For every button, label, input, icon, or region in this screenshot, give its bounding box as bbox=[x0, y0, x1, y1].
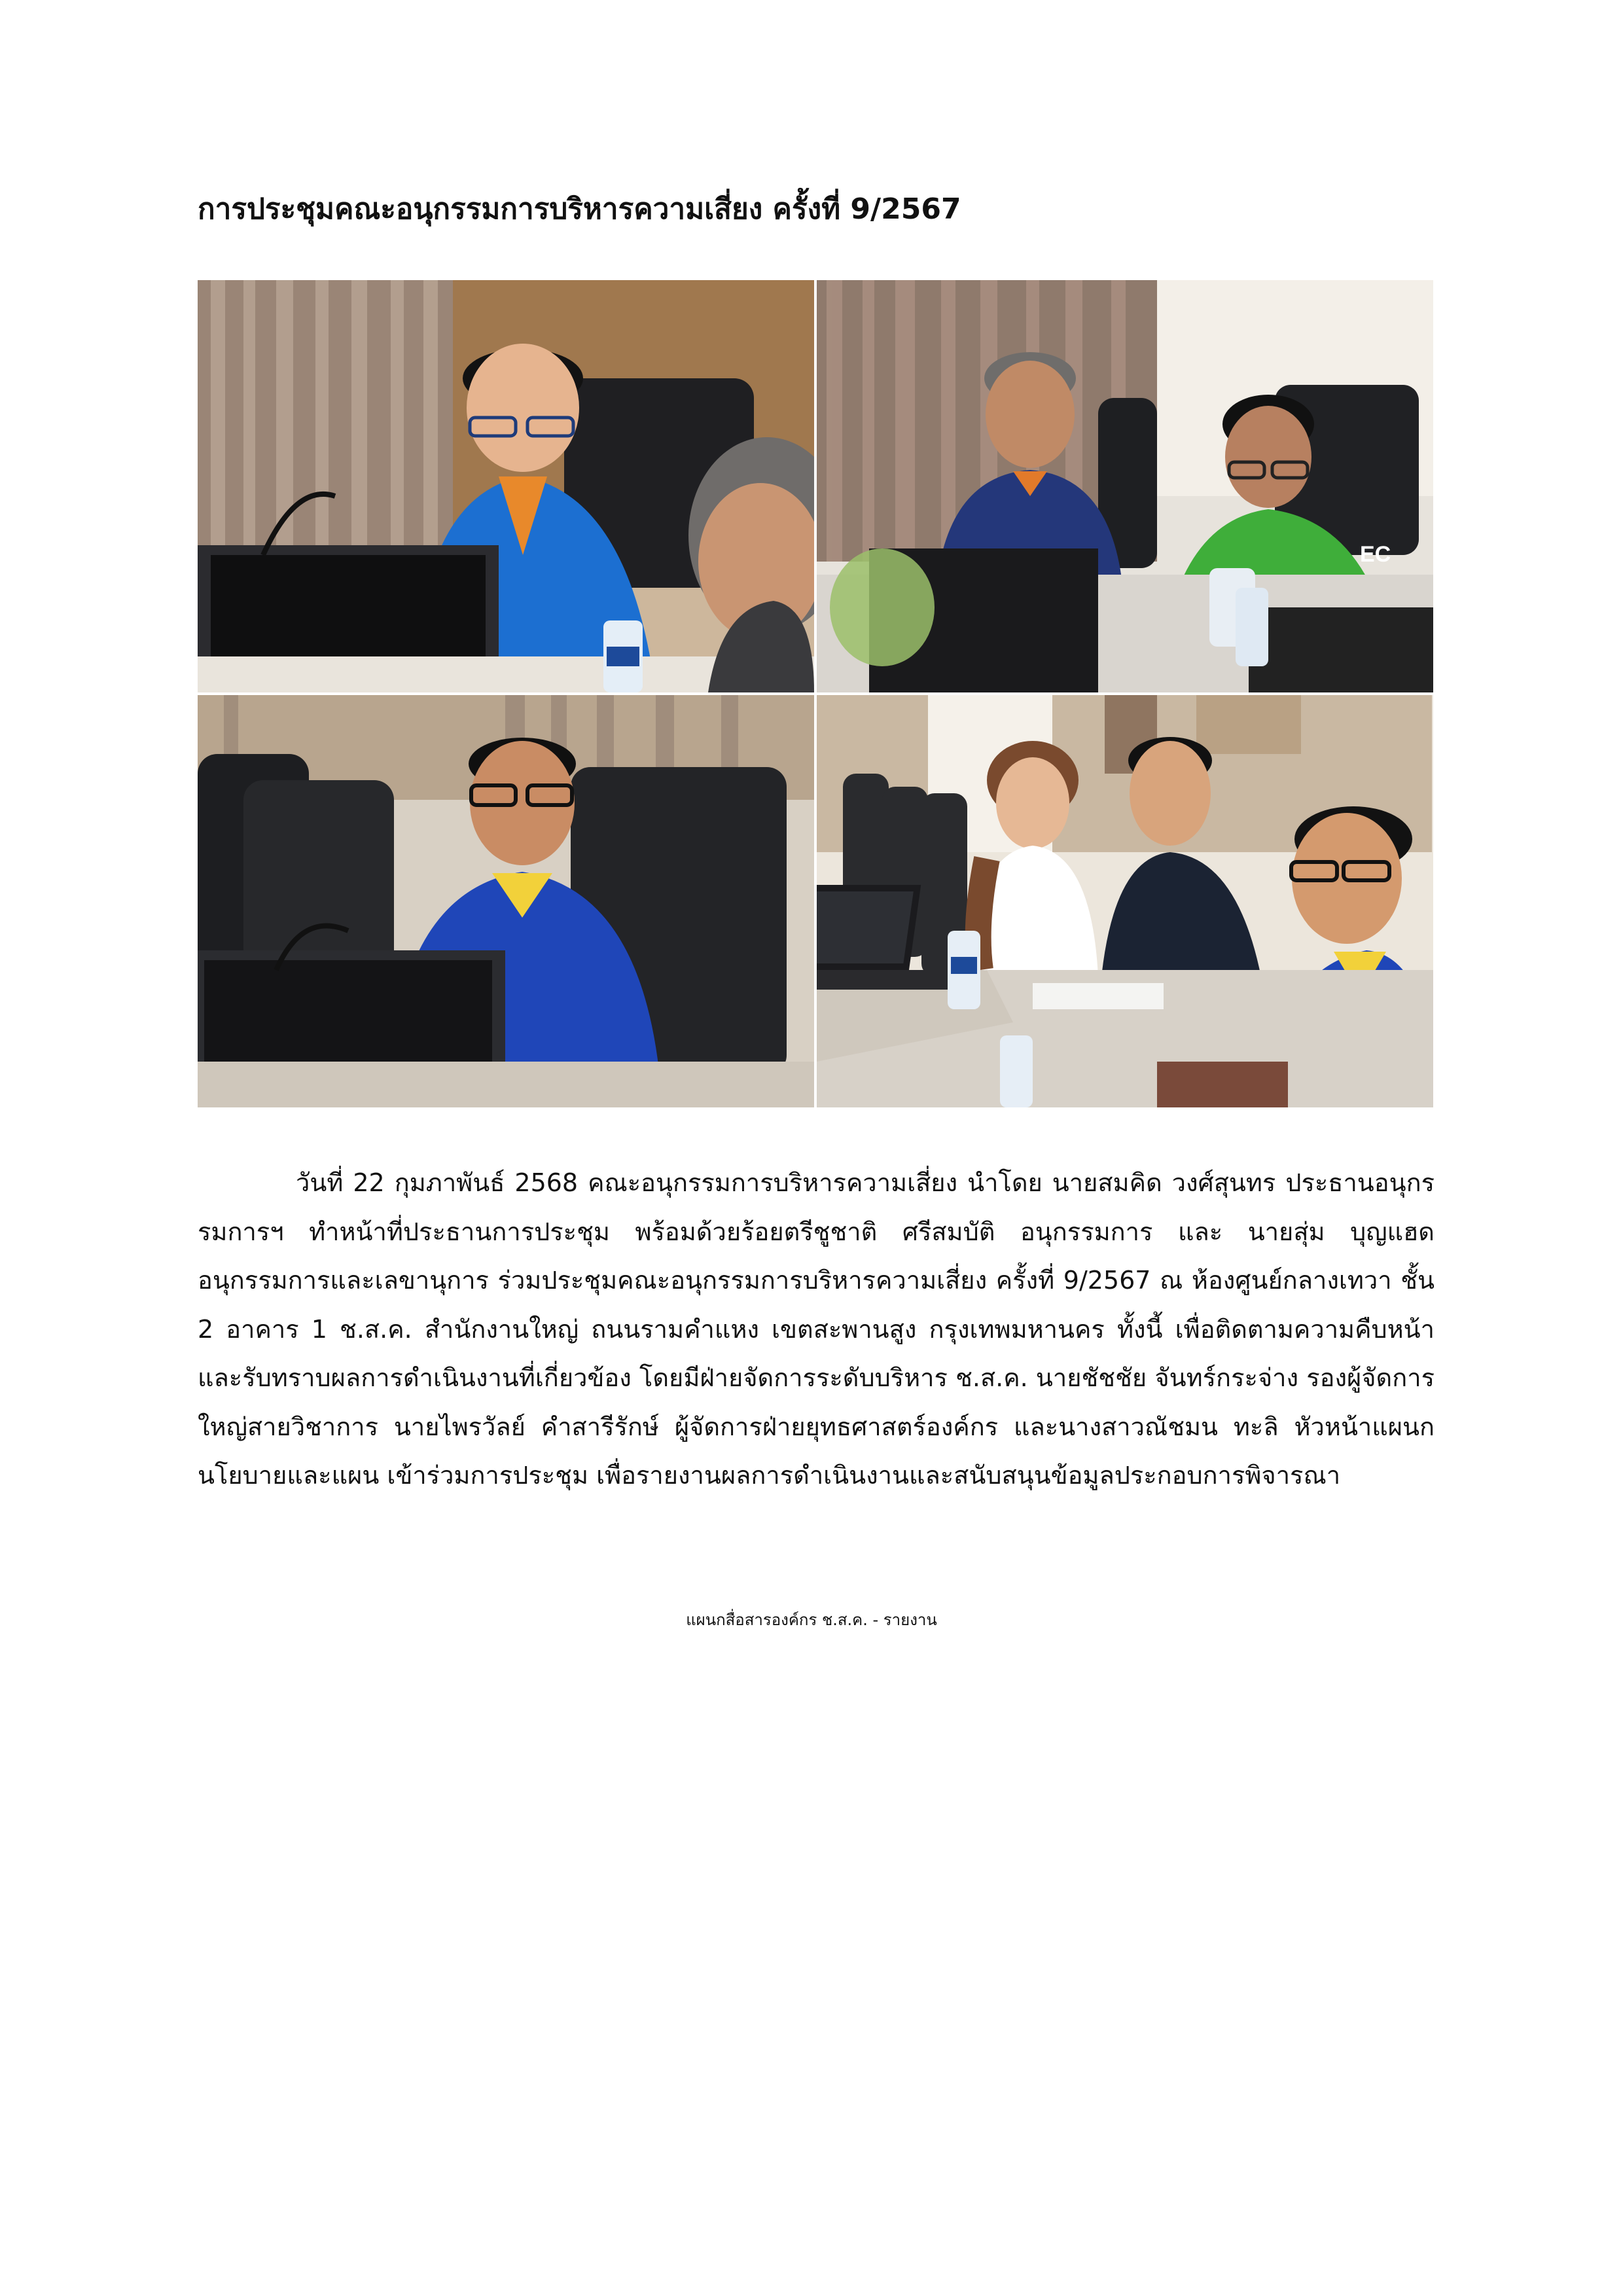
meeting-photo-chairman bbox=[198, 280, 814, 692]
body-paragraph bbox=[198, 1158, 1435, 1500]
photo-collage bbox=[198, 280, 1433, 1107]
shirt-badge-text: EC bbox=[1360, 542, 1391, 567]
page-title: การประชุมคณะอนุกรรมการบริหารความเสี่ยง ครั้งที่ 9/2567 bbox=[198, 192, 961, 226]
meeting-photo-staff bbox=[817, 695, 1433, 1107]
meeting-photo-speaker bbox=[198, 695, 814, 1107]
report-credit: แผนกสื่อสารองค์กร ช.ส.ค. - รายงาน bbox=[686, 1611, 937, 1629]
meeting-photo-committee bbox=[817, 280, 1433, 692]
body-paragraph-text: วันที่ 22 กุมภาพันธ์ 2568 คณะอนุกรรมการบริหารความเสี่ยง นำโดย นายสมคิด วงศ์สุนทร ประธานอนุกรรมการฯ ทำหน้าที่ประธานการประชุม พร้อมด้วยร้อยตรีชูชาติ ศรีสมบัติ อนุกรรมการ และ นายสุ่ม บุญแฮด อนุกรรมการและเลขานุการ ร่วมประชุมคณะอนุกรรมการบริหารความเสี่ยง ครั้งที่ 9/2567 ณ ห้องศูนย์กลางเทวา ชั้น 2 อาคาร 1 ช.ส.ค. สำนักงานใหญ่ ถนนรามคำแหง เขตสะพานสูง กรุงเทพมหานคร ทั้งนี้ เพื่อติดตามความคืบหน้าและรับทราบผลการดำเนินงานที่เกี่ยวข้อง โดยมีฝ่ายจัดการระดับบริหาร ช.ส.ค. นายชัชชัย จันทร์กระจ่าง รองผู้จัดการใหญ่สายวิชาการ นายไพรวัลย์ คำสารีรักษ์ ผู้จัดการฝ่ายยุทธศาสตร์องค์กร และนางสาวณัชมน ทะลิ หัวหน้าแผนกนโยบายและแผน เข้าร่วมการประชุม เพื่อรายงานผลการดำเนินงานและสนับสนุนข้อมูลประกอบการพิจารณา bbox=[198, 1168, 1435, 1490]
